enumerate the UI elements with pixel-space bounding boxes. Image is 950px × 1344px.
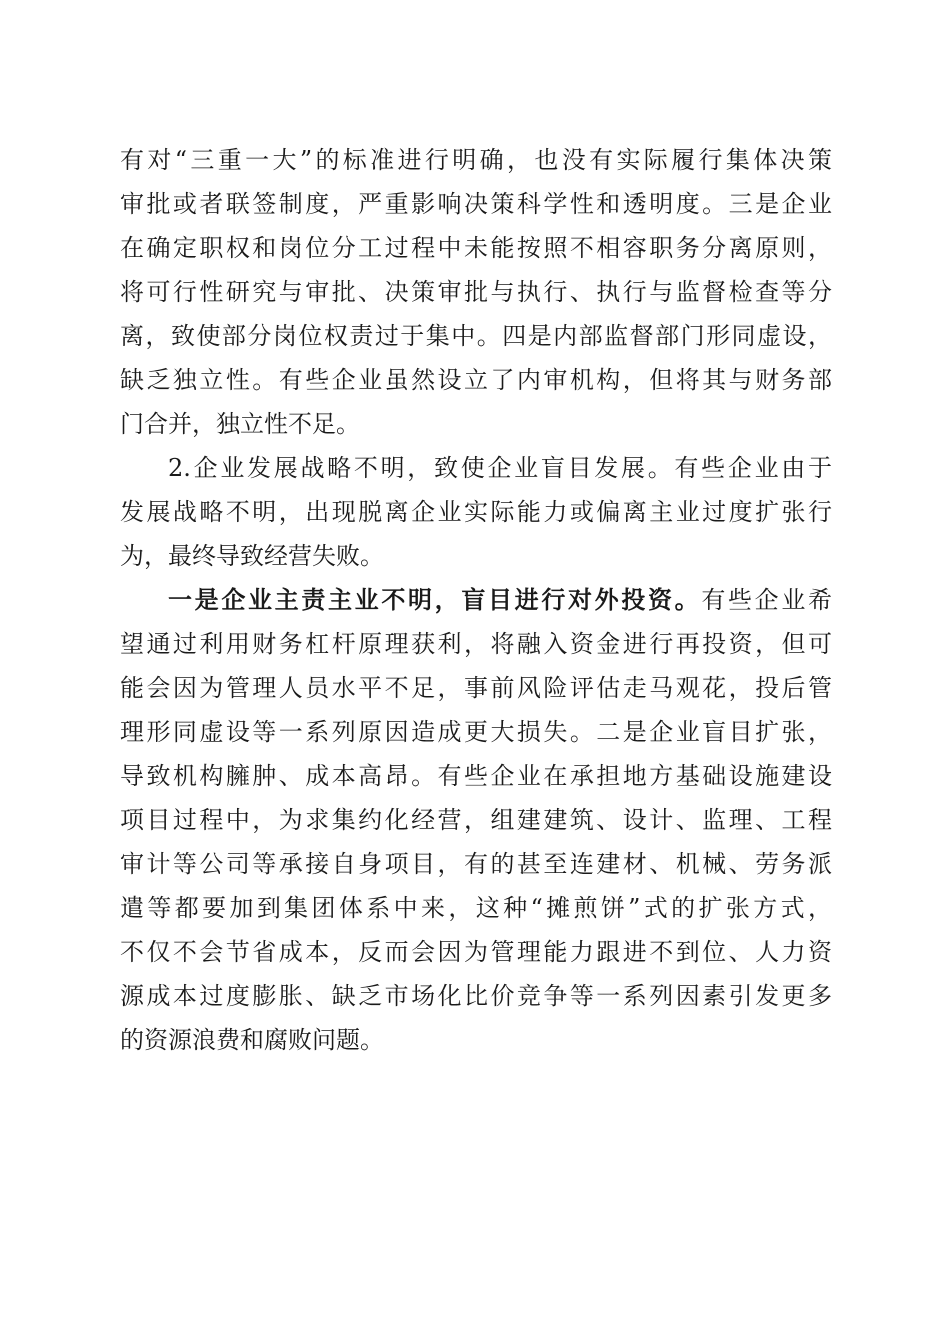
text-line: 导致机构臃肿、成本高昂。有些企业在承担地方基础设施建设	[120, 762, 832, 790]
text-line: 能会因为管理人员水平不足，事前风险评估走马观花，投后管	[120, 674, 832, 702]
text-line: 不仅不会节省成本，反而会因为管理能力跟进不到位、人力资	[120, 938, 832, 966]
text-line: 理形同虚设等一系列原因造成更大损失。二是企业盲目扩张，	[120, 718, 832, 746]
text-line: 源成本过度膨胀、缺乏市场化比价竞争等一系列因素引发更多	[120, 982, 832, 1010]
text-line: 将可行性研究与审批、决策审批与执行、执行与监督检查等分	[120, 278, 832, 306]
text-line: 有对“三重一大”的标准进行明确，也没有实际履行集体决策	[120, 146, 832, 174]
text-line: 门合并，独立性不足。	[120, 410, 360, 438]
text-line: 缺乏独立性。有些企业虽然设立了内审机构，但将其与财务部	[120, 366, 832, 394]
text-line	[120, 578, 832, 622]
text-line: 在确定职权和岗位分工过程中未能按照不相容职务分离原则，	[120, 234, 832, 262]
text-line: 审计等公司等承接自身项目，有的甚至连建材、机械、劳务派	[120, 850, 832, 878]
bold-heading-text: 一是企业主责主业不明，盲目进行对外投资。	[168, 585, 702, 614]
text-line: 的资源浪费和腐败问题。	[120, 1026, 384, 1054]
text-line: 发展战略不明，出现脱离企业实际能力或偏离主业过度扩张行	[120, 498, 832, 526]
text-line: 项目过程中，为求集约化经营，组建建筑、设计、监理、工程	[120, 806, 832, 834]
paragraph-2	[120, 446, 832, 578]
paragraph-3	[120, 578, 832, 1062]
text-line: 离，致使部分岗位权责过于集中。四是内部监督部门形同虚设，	[120, 322, 832, 350]
text-line: 望通过利用财务杠杆原理获利，将融入资金进行再投资，但可	[120, 630, 832, 658]
text-line: 2.企业发展战略不明，致使企业盲目发展。有些企业由于	[168, 454, 832, 482]
text-line: 审批或者联签制度，严重影响决策科学性和透明度。三是企业	[120, 190, 832, 218]
text-run: 有些企业希	[701, 586, 833, 614]
paragraph-1	[120, 138, 832, 446]
text-line: 遣等都要加到集团体系中来，这种“摊煎饼”式的扩张方式，	[120, 894, 832, 922]
text-line: 为，最终导致经营失败。	[120, 542, 384, 570]
